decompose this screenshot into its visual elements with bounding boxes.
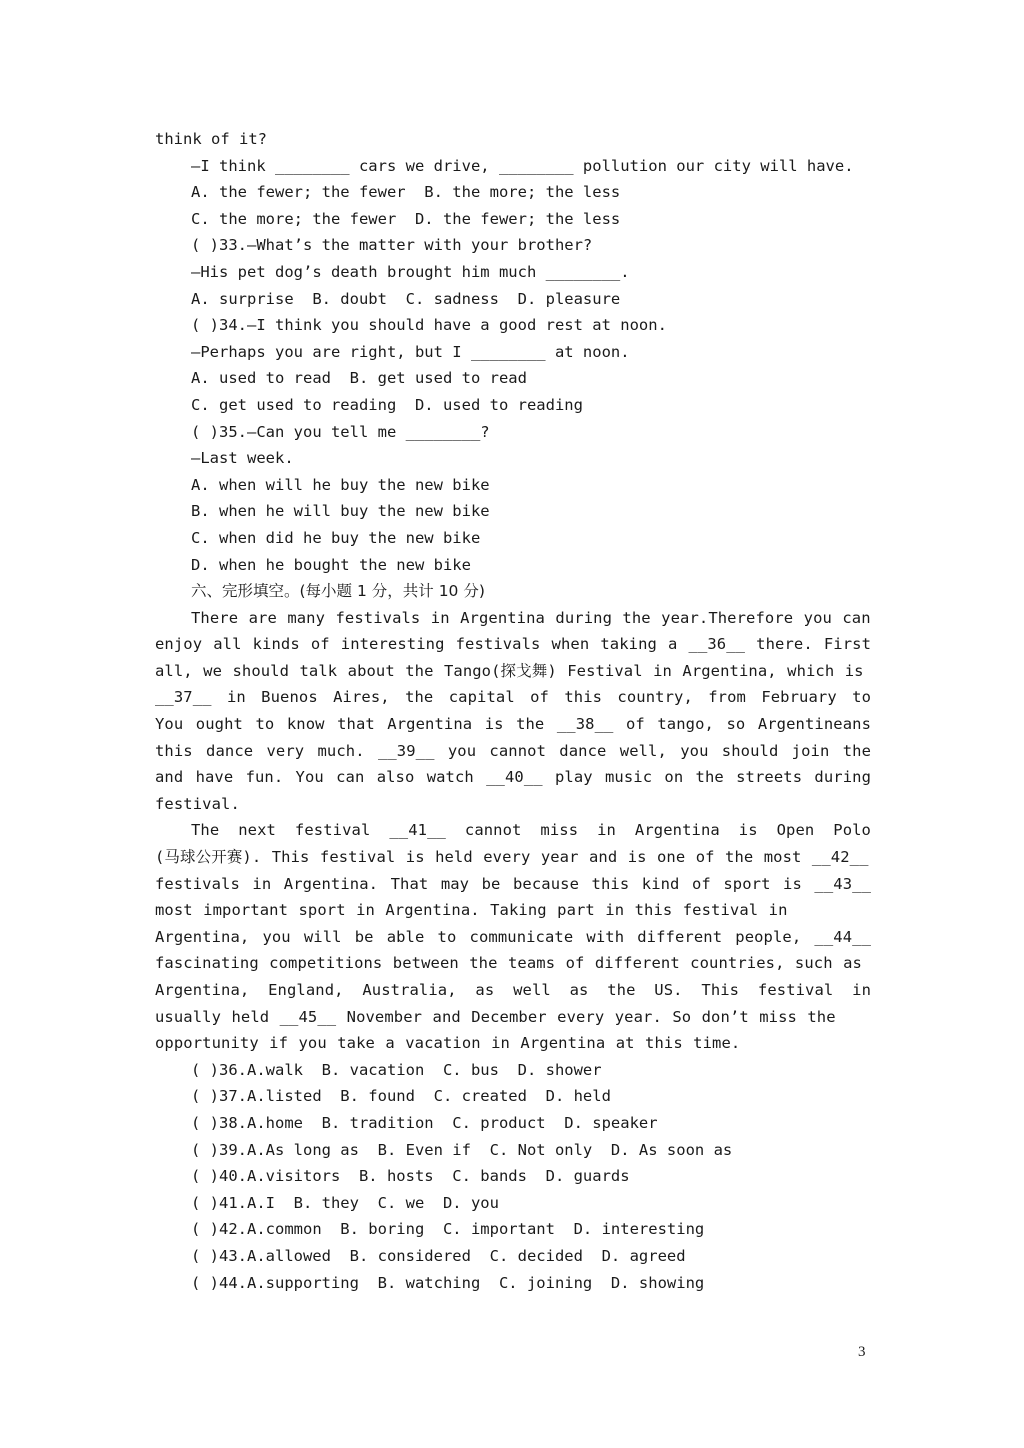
passage-line: fascinating competitions between the teams of different countries, such as: [155, 954, 862, 973]
question-option-line: A. when will he buy the new bike: [191, 475, 490, 494]
passage-line: The next festival __41__ cannot miss in Argentina is Open Polo: [191, 821, 871, 840]
passage-line: (马球公开赛). This festival is held every year and is one of the most __42__: [155, 848, 869, 867]
passage-line: There are many festivals in Argentina during the year.Therefore you can: [191, 608, 871, 627]
passage-line: enjoy all kinds of interesting festivals when taking a __36__ there. First: [155, 635, 871, 654]
option-line: ( )36.A.walk B. vacation C. bus D. shower: [191, 1060, 602, 1079]
passage-line: all, we should talk about the Tango(探戈舞) Festival in Argentina, which is: [155, 661, 864, 680]
option-line: ( )43.A.allowed B. considered C. decided D. agreed: [191, 1246, 686, 1265]
passage-line: and have fun. You can also watch __40__ play music on the streets during: [155, 768, 871, 787]
question-line: ( )33.—What’s the matter with your brother?: [191, 236, 593, 255]
question-line: think of it?: [155, 130, 267, 148]
passage-line: Argentina, England, Australia, as well as the US. This festival in: [155, 981, 871, 999]
passage-line: festivals in Argentina. That may be because this kind of sport is __43__: [155, 874, 871, 893]
question-option-line: D. when he bought the new bike: [191, 555, 471, 574]
option-line: ( )41.A.I B. they C. we D. you: [191, 1193, 499, 1212]
question-option-line: C. the more; the fewer D. the fewer; the less: [191, 209, 621, 228]
passage-line: Argentina, you will be able to communicate with different people, __44__: [155, 927, 871, 946]
question-line: —His pet dog’s death brought him much ________.: [191, 262, 630, 281]
question-line: —Last week.: [191, 449, 294, 468]
question-option-line: A. the fewer; the fewer B. the more; the less: [191, 183, 621, 202]
option-line: ( )44.A.supporting B. watching C. joining D. showing: [191, 1273, 705, 1292]
question-option-line: C. when did he buy the new bike: [191, 528, 481, 547]
question-option-line: B. when he will buy the new bike: [191, 502, 490, 521]
question-option-line: A. used to read B. get used to read: [191, 369, 527, 388]
document-page: [155, 126, 871, 1296]
option-line: ( )37.A.listed B. found C. created D. held: [191, 1087, 611, 1106]
questions-section: [155, 126, 871, 578]
cloze-options: [155, 1057, 871, 1296]
question-line: ( )35.—Can you tell me ________?: [191, 422, 490, 441]
passage-paragraph-1: [155, 605, 871, 818]
passage-line: this dance very much. __39__ you cannot dance well, you should join the: [155, 741, 871, 760]
passage-line: festival.: [155, 794, 240, 813]
option-line: ( )39.A.As long as B. Even if C. Not only D. As soon as: [191, 1140, 733, 1159]
passage-paragraph-2: [155, 817, 871, 1056]
option-line: ( )40.A.visitors B. hosts C. bands D. guards: [191, 1167, 630, 1186]
page-number: 3: [858, 1344, 866, 1360]
option-line: ( )42.A.common B. boring C. important D. interesting: [191, 1220, 705, 1239]
question-option-line: C. get used to reading D. used to reading: [191, 395, 583, 414]
question-option-line: A. surprise B. doubt C. sadness D. pleasure: [191, 289, 621, 308]
passage-line: most important sport in Argentina. Taking part in this festival in: [155, 901, 788, 920]
question-line: —Perhaps you are right, but I ________ at noon.: [191, 342, 630, 361]
passage-line: You ought to know that Argentina is the __38__ of tango, so Argentineans: [155, 715, 871, 734]
option-line: ( )38.A.home B. tradition C. product D. speaker: [191, 1113, 658, 1132]
passage-line: usually held __45__ November and December every year. So don’t miss the: [155, 1007, 836, 1026]
question-line: —I think ________ cars we drive, ________ pollution our city will have.: [191, 156, 854, 175]
cloze-passage: [155, 605, 871, 1057]
section-heading: 六、完形填空。(每小题 1 分，共计 10 分): [191, 582, 485, 601]
passage-line: opportunity if you take a vacation in Argentina at this time.: [155, 1034, 741, 1053]
passage-line: __37__ in Buenos Aires, the capital of this country, from February to: [155, 688, 871, 707]
question-line: ( )34.—I think you should have a good rest at noon.: [191, 316, 667, 335]
